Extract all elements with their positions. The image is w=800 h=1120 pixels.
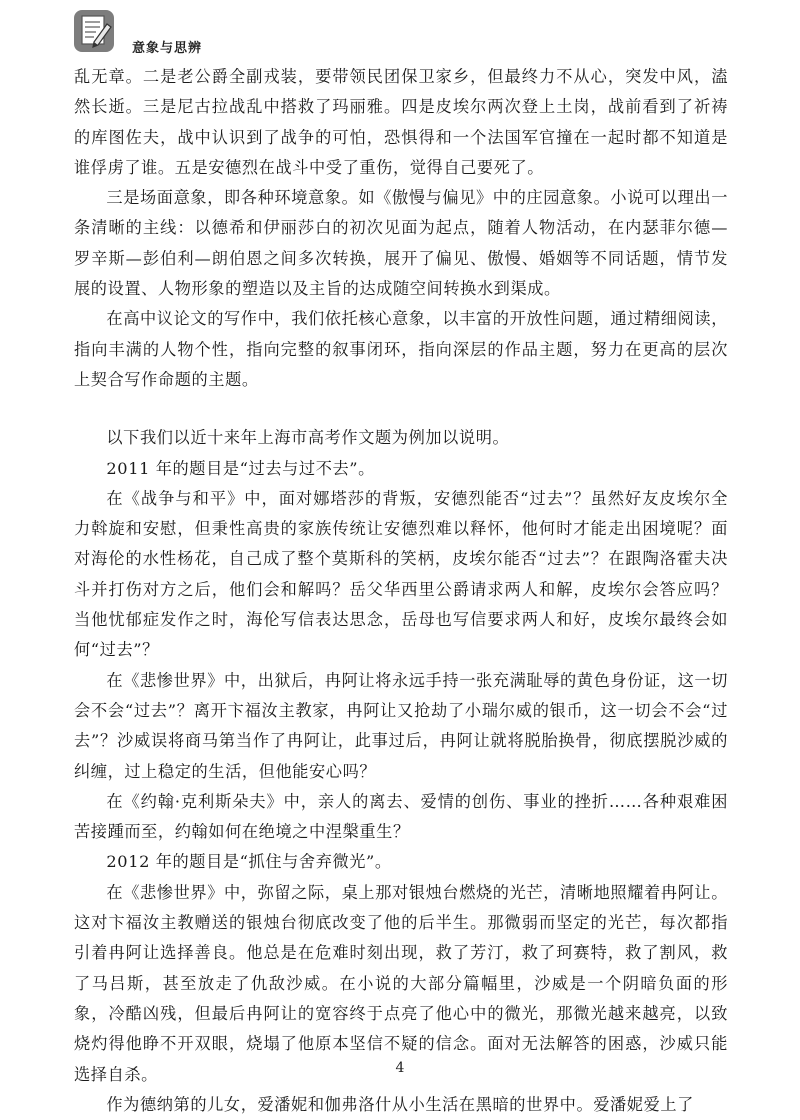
page-header [74,10,734,62]
paragraph: 在《悲惨世界》中，弥留之际，桌上那对银烛台燃烧的光芒，清晰地照耀着冉阿让。这对卞福汝主教赠送的银烛台彻底改变了他的后半生。那微弱而坚定的光芒，每次都指引着冉阿让选择善良。他总是在危难时刻出现，救了芳汀，救了珂赛特，救了割风，救了马吕斯，甚至放走了仇敌沙威。在小说的大部分篇幅里，沙威是一个阴暗负面的形象，冷酷凶残，但最后冉阿让的宽容终于点亮了他心中的微光，那微光越来越亮，以致烧灼得他睁不开双眼，烧塌了他原本坚信不疑的信念。面对无法解答的困惑，沙威只能选择自杀。 [74,882,728,1084]
paragraph: 在《战争与和平》中，面对娜塔莎的背叛，安德烈能否“过去”？虽然好友皮埃尔全力斡旋和安慰，但秉性高贵的家族传统让安德烈难以释怀，他何时才能走出困境呢？面对海伦的水性杨花，自己成了整个莫斯科的笑柄，皮埃尔能否“过去”？在跟陶洛霍夫决斗并打伤对方之后，他们会和解吗？岳父华西里公爵请求两人和解，皮埃尔会答应吗？当他忧郁症发作之时，海伦写信表达思念，岳母也写信要求两人和好，皮埃尔最终会如何“过去”？ [74,488,728,660]
paragraph: 2012 年的题目是“抓住与舍弃微光”。 [106,852,392,872]
paragraph: 在《约翰·克利斯朵夫》中，亲人的离去、爱情的创伤、事业的挫折……各种艰难困苦接踵而至，约翰如何在绝境之中涅槃重生？ [74,791,728,842]
paragraph: 作为德纳第的儿女，爱潘妮和伽弗洛什从小生活在黑暗的世界中。爱潘妮爱上了 [106,1094,694,1114]
paragraph: 乱无章。二是老公爵全副戎装，要带领民团保卫家乡，但最终力不从心，突发中风，溘然长逝。三是尼古拉战乱中搭救了玛丽雅。四是皮埃尔两次登上土岗，战前看到了祈祷的库图佐夫，战中认识到了战争的可怕，恐惧得和一个法国军官撞在一起时都不知道是谁俘虏了谁。五是安德烈在战斗中受了重伤，觉得自己要死了。 [74,67,728,177]
paragraph: 三是场面意象，即各种环境意象。如《傲慢与偏见》中的庄园意象。小说可以理出一条清晰的主线：以德希和伊丽莎白的初次见面为起点，随着人物活动，在内瑟菲尔德—罗辛斯—彭伯利—朗伯恩之间多次转换，展开了偏见、傲慢、婚姻等不同话题，情节发展的设置、人物形象的塑造以及主旨的达成随空间转换水到渠成。 [74,188,729,299]
section-title: 意象与思辨 [132,41,203,56]
paragraph: 在高中议论文的写作中，我们依托核心意象，以丰富的开放性问题，通过精细阅读，指向丰满的人物个性，指向完整的叙事闭环，指向深层的作品主题，努力在更高的层次上契合写作命题的主题。 [74,309,728,389]
page-number: 4 [395,1060,405,1076]
paragraph: 2011 年的题目是“过去与过不去”。 [106,458,375,478]
article-body [74,62,728,1120]
paragraph: 以下我们以近十来年上海市高考作文题为例加以说明。 [106,428,510,448]
paragraph: 在《悲惨世界》中，出狱后，冉阿让将永远手持一张充满耻辱的黄色身份证，这一切会不会“过去”？离开卞福汝主教家，冉阿让又抢劫了小瑞尔威的银币，这一切会不会“过去”？沙威误将商马第当作了冉阿让，此事过后，冉阿让就将脱胎换骨，彻底摆脱沙威的纠缠，过上稳定的生活，但他能安心吗？ [74,670,728,781]
notebook-pencil-icon [74,10,114,52]
